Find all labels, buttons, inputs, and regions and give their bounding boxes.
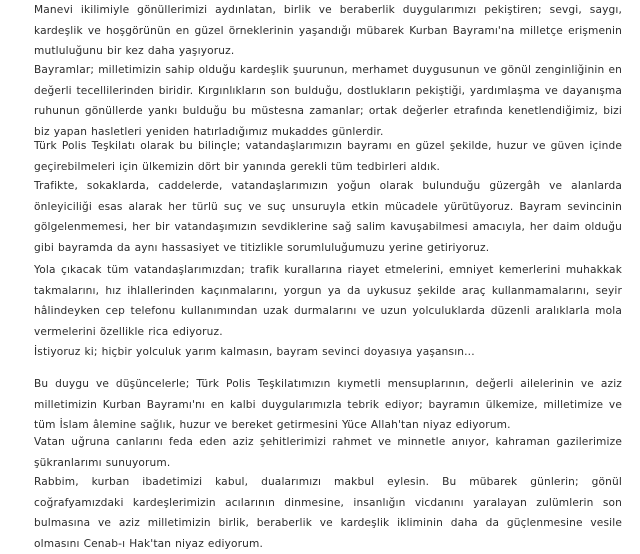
- paragraph-driver-advice: Yola çıkacak tüm vatandaşlarımızdan; trafik kurallarına riayet etmelerini, emniyet kemerlerini muhakkak takmalarını, hız ihlallerinden kaçınmalarını, yorgun ya da uykusuz şekilde araç kullanmamalarını, seyir hâlindeyken cep telefonu kullanımından uzak durmalarını ve uzun yolculuklarda düzenli aralıklarla mola vermelerini özellikle rica ediyoruz.: [34, 264, 622, 338]
- paragraph-traffic-security: Trafikte, sokaklarda, caddelerde, vatandaşlarımızın yoğun olarak bulunduğu güzergâh ve alanlarda önleyiciliği esas alarak her türlü suç ve suç unsuruyla etkin mücadele yürütüyoruz. Bayram sevincinin gölgelenmemesi, her bir vatandaşımızın sevdiklerine sağ salim kavuşabilmesi amacıyla, her daim olduğu gibi bayramda da aynı hassasiyet ve titizlikle sorumluluğumuzu yerine getiriyoruz.: [34, 180, 622, 254]
- paragraph-bayram-meaning: Bayramlar; milletimizin sahip olduğu kardeşlik şuurunun, merhamet duygusunun ve gönül zenginliğinin en değerli tecellilerinden biridir. Kırgınlıkların son bulduğu, dostlukların pekiştiği, yardımlaşma ve dayanışma ruhunun gönüllerde yankı bulduğu bu müstesna zamanlar; ortak değerler etrafında kenetlendiğimiz, bizi biz yapan hasletleri yeniden hatırladığımız mukaddes günlerdir.: [34, 64, 622, 138]
- paragraph-prayer: Rabbim, kurban ibadetimizi kabul, dualarımızı makbul eylesin. Bu mübarek günlerin; gönül coğrafyamızdaki kardeşlerimizin acılarının dinmesine, insanlığın vicdanını yaralayan zulümlerin son bulmasına ve aziz milletimizin birlik, beraberlik ve kardeşlik ikliminin daha da güçlenmesine vesile olmasını Cenab-ı Hak'tan niyaz ediyorum.: [34, 476, 622, 550]
- paragraph-congratulations: Bu duygu ve düşüncelerle; Türk Polis Teşkilatımızın kıymetli mensuplarının, değerli ailelerinin ve aziz milletimizin Kurban Bayramı'nı en kalbi duygularımızla tebrik ediyor; bayramın ülkemize, milletimize ve tüm İslam âlemine sağlık, huzur ve bereket getirmesini Yüce Allah'tan niyaz ediyorum.: [34, 378, 622, 431]
- paragraph-wish: İstiyoruz ki; hiçbir yolculuk yarım kalmasın, bayram sevinci doyasıya yaşansın...: [34, 346, 475, 358]
- paragraph-police-measures: Türk Polis Teşkilatı olarak bu bilinçle; vatandaşlarımızın bayramı en güzel şekilde, huzur ve güven içinde geçirebilmeleri için ülkemizin dört bir yanında gerekli tüm tedbirleri aldık.: [34, 140, 622, 173]
- paragraph-martyrs: Vatan uğruna canlarını feda eden aziz şehitlerimizi rahmet ve minnetle anıyor, kahraman gazilerimize şükranlarımı sunuyorum.: [34, 436, 622, 469]
- paragraph-bayram-greeting: Manevi ikilimiyle gönüllerimizi aydınlatan, birlik ve beraberlik duygularımızı pekiştiren; sevgi, saygı, kardeşlik ve hoşgörünün en güzel örneklerinin yaşandığı mübarek Kurban Bayramı'na milletçe erişmenin mutluluğunu bir kez daha yaşıyoruz.: [34, 4, 622, 57]
